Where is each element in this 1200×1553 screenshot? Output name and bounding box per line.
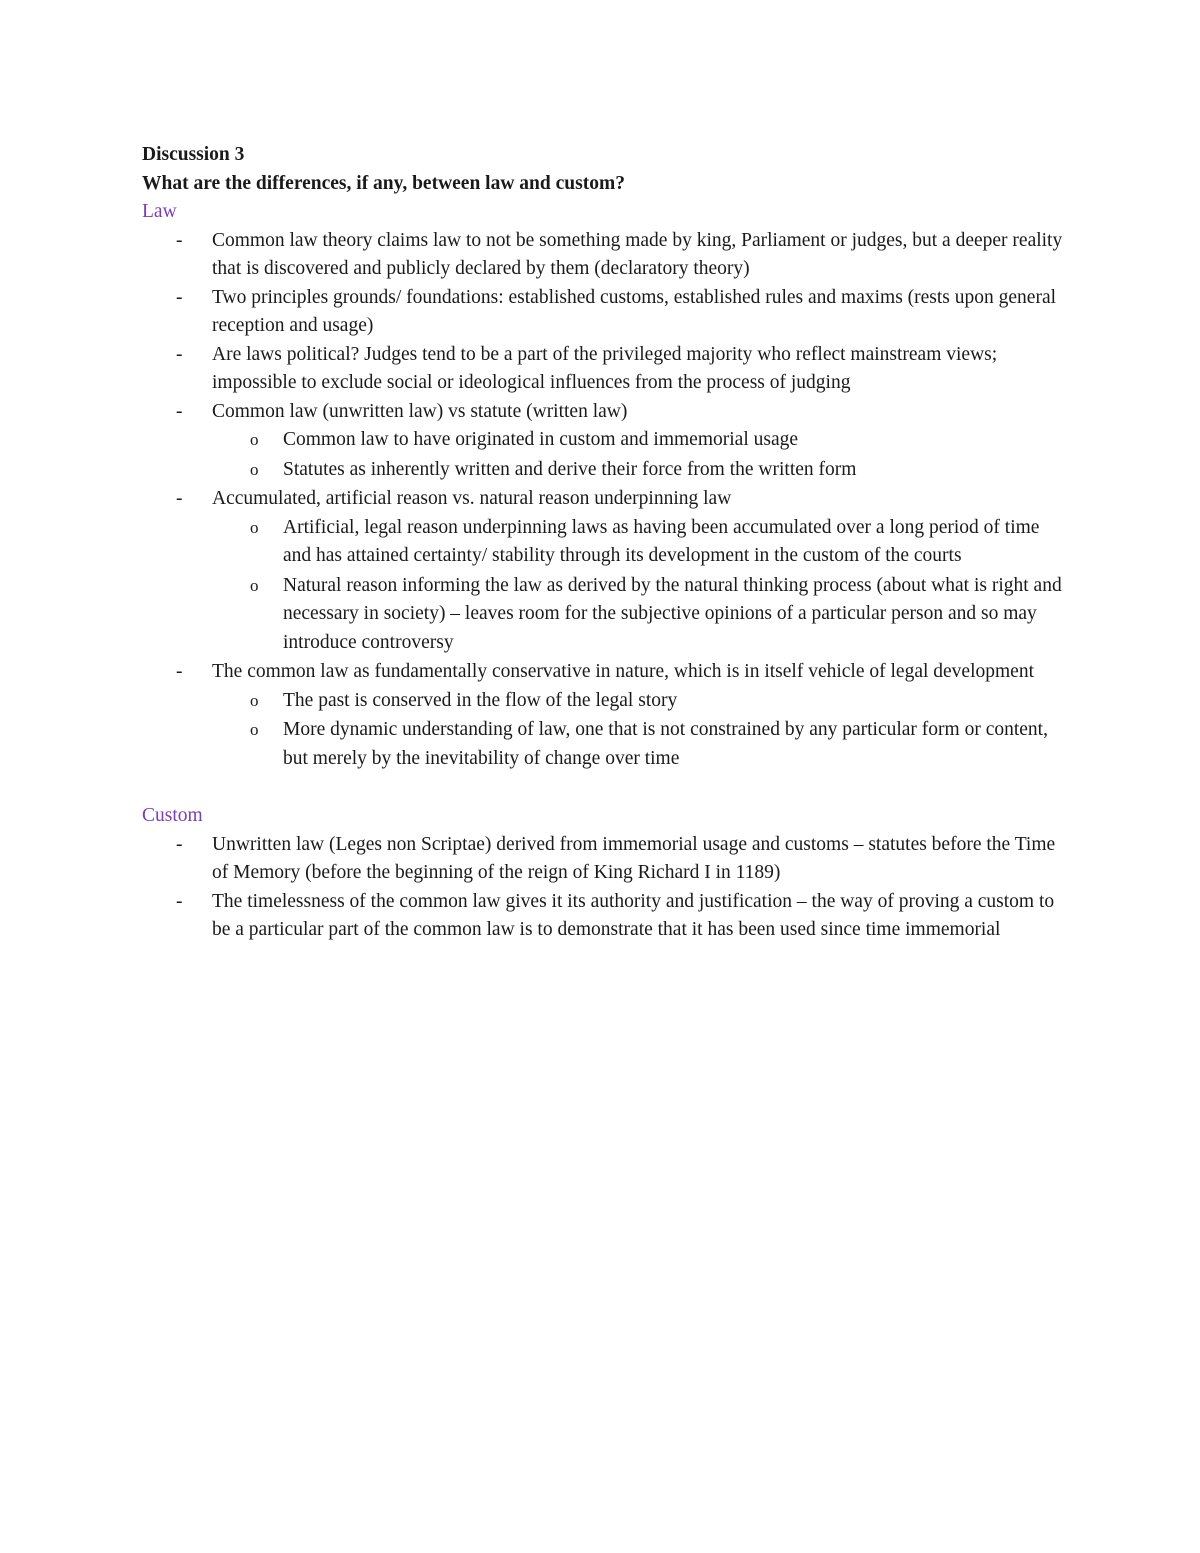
sub-bullet-text: Common law to have originated in custom and immemorial usage: [283, 429, 799, 450]
sub-bullet-marker: o: [250, 690, 259, 710]
bullet-text: The common law as fundamentally conservative in nature, which is in itself vehicle of legal development: [212, 661, 1034, 682]
bullet-marker: -: [176, 229, 183, 251]
bullet-text: Accumulated, artificial reason vs. natural reason underpinning law: [212, 488, 732, 509]
sub-bullet-marker: o: [250, 720, 259, 739]
bullet-text: Are laws political? Judges tend to be a part of the privileged majority who reflect mainstream views; impossible to exclude social or ideological influences from the process of judging: [212, 343, 998, 393]
bullet-item: [142, 658, 1072, 773]
bullet-text: Two principles grounds/ foundations: established customs, established rules and maxims (rests upon general reception and usage): [212, 286, 1057, 336]
bullet-marker: -: [176, 833, 183, 855]
sub-bullet-item: [212, 716, 1072, 773]
sub-bullet-text: Natural reason informing the law as derived by the natural thinking process (about what is right and necessary in society) – leaves room for the subjective opinions of a particular person and so may introduce controversy: [283, 574, 1062, 653]
bullet-text: The timelessness of the common law gives it its authority and justification – the way of proving a custom to be a particular part of the common law is to demonstrate that it has been used since time immemorial: [212, 890, 1055, 940]
bullet-item: [142, 341, 1072, 398]
bullet-item: [142, 284, 1072, 341]
sub-bullet-list: [212, 514, 1072, 658]
bullet-item: [142, 888, 1072, 945]
bullet-item: [142, 831, 1072, 888]
section-spacer: [142, 774, 1072, 802]
bullet-marker: -: [176, 400, 183, 422]
sub-bullet-marker: o: [250, 575, 259, 595]
sub-bullet-marker: o: [250, 430, 259, 449]
document-title: Discussion 3: [142, 144, 245, 165]
sub-bullet-list: [212, 687, 1072, 774]
bullet-marker: -: [176, 286, 183, 308]
bullet-marker: -: [176, 488, 183, 509]
sub-bullet-text: More dynamic understanding of law, one that is not constrained by any particular form or content, but merely by the inevitability of change over time: [283, 719, 1048, 769]
sub-bullet-text: Artificial, legal reason underpinning laws as having been accumulated over a long period of time and has attained certainty/ stability through its development in the custom of the courts: [283, 516, 1040, 566]
sub-bullet-text: Statutes as inherently written and derive their force from the written form: [283, 458, 857, 480]
discussion-question: What are the differences, if any, between law and custom?: [142, 172, 625, 194]
sub-bullet-marker: o: [250, 517, 259, 537]
sub-bullet-item: [212, 456, 1072, 485]
custom-bullet-list: [142, 831, 1072, 945]
section-heading-law: Law: [142, 201, 177, 222]
sub-bullet-item: [212, 426, 1072, 455]
sub-bullet-list: [212, 426, 1072, 484]
bullet-text: Common law theory claims law to not be something made by king, Parliament or judges, but a deeper reality that is discovered and publicly declared by them (declaratory theory): [212, 229, 1063, 279]
sub-bullet-item: [212, 687, 1072, 716]
document-body: [142, 141, 1072, 945]
bullet-marker: -: [176, 661, 183, 682]
bullet-item: [142, 398, 1072, 485]
sub-bullet-item: [212, 514, 1072, 571]
sub-bullet-text: The past is conserved in the flow of the legal story: [283, 689, 678, 711]
bullet-marker: -: [176, 890, 183, 912]
bullet-text: Common law (unwritten law) vs statute (written law): [212, 400, 628, 422]
section-heading-custom: Custom: [142, 805, 203, 826]
bullet-item: [142, 485, 1072, 657]
sub-bullet-marker: o: [250, 459, 259, 479]
bullet-marker: -: [176, 343, 183, 365]
law-bullet-list: [142, 227, 1072, 774]
bullet-text: Unwritten law (Leges non Scriptae) derived from immemorial usage and customs – statutes before the Time of Memory (before the beginning of the reign of King Richard I in 1189): [212, 833, 1056, 883]
sub-bullet-item: [212, 572, 1072, 658]
bullet-item: [142, 227, 1072, 284]
